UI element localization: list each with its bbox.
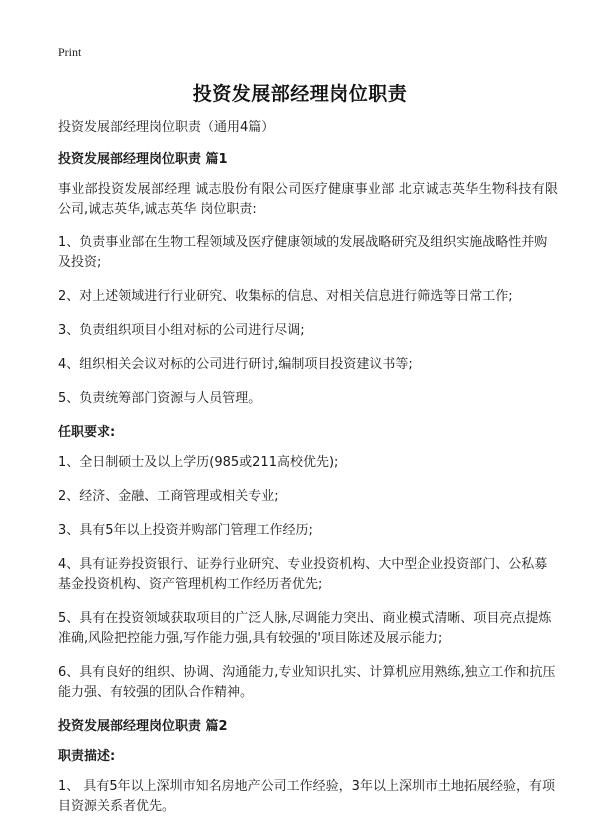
document-body [58, 118, 558, 831]
list-item: 1、 具有5年以上深圳市知名房地产公司工作经验，3年以上深圳市土地拓展经验，有项目资源关系者优先。 [58, 779, 555, 814]
list-item: 3、具有5年以上投资并购部门管理工作经历; [58, 523, 313, 538]
list-item: 4、具有证券投资银行、证券行业研究、专业投资机构、大中型企业投资部门、公私募基金投资机构、资产管理机构工作经历者优先; [58, 557, 548, 592]
document-subtitle: 投资发展部经理岗位职责（通用4篇） [58, 120, 275, 135]
list-item: 1、全日制硕士及以上学历(985或211高校优先); [58, 455, 339, 470]
list-item: 2、对上述领域进行行业研究、收集标的信息、对相关信息进行筛选等日常工作; [58, 289, 513, 304]
list-item: 5、负责统筹部门资源与人员管理。 [58, 391, 262, 406]
list-item: 1、负责事业部在生物工程领域及医疗健康领域的发展战略研究及组织实施战略性并购及投资; [58, 235, 548, 270]
list-item: 4、组织相关会议对标的公司进行研讨,编制项目投资建议书等; [58, 357, 413, 372]
section-1-heading: 投资发展部经理岗位职责 篇1 [58, 152, 228, 167]
requirements-heading: 任职要求: [58, 425, 116, 440]
list-item: 2、经济、金融、工商管理或相关专业; [58, 489, 279, 504]
section-1 [58, 150, 558, 703]
section-2 [58, 717, 558, 817]
list-item: 5、具有在投资领域获取项目的广泛人脉,尽调能力突出、商业模式清晰、项目亮点提炼准确,风险把控能力强,写作能力强,具有较强的'项目陈述及展示能力; [58, 611, 552, 646]
description-heading: 职责描述: [58, 749, 116, 764]
list-item: 3、负责组织项目小组对标的公司进行尽调; [58, 323, 305, 338]
list-item: 6、具有良好的组织、协调、沟通能力,专业知识扎实、计算机应用熟练,独立工作和抗压能力强、有较强的团队合作精神。 [58, 665, 556, 700]
duties-list [58, 233, 558, 409]
section-2-heading: 投资发展部经理岗位职责 篇2 [58, 719, 228, 734]
section-1-intro: 事业部投资发展部经理 诚志股份有限公司医疗健康事业部 北京诚志英华生物科技有限公司,诚志英华,诚志英华 岗位职责: [58, 182, 558, 217]
print-label: Print [58, 45, 82, 59]
document-title: 投资发展部经理岗位职责 [192, 83, 408, 105]
section-2-list [58, 777, 558, 817]
requirements-list [58, 453, 558, 703]
